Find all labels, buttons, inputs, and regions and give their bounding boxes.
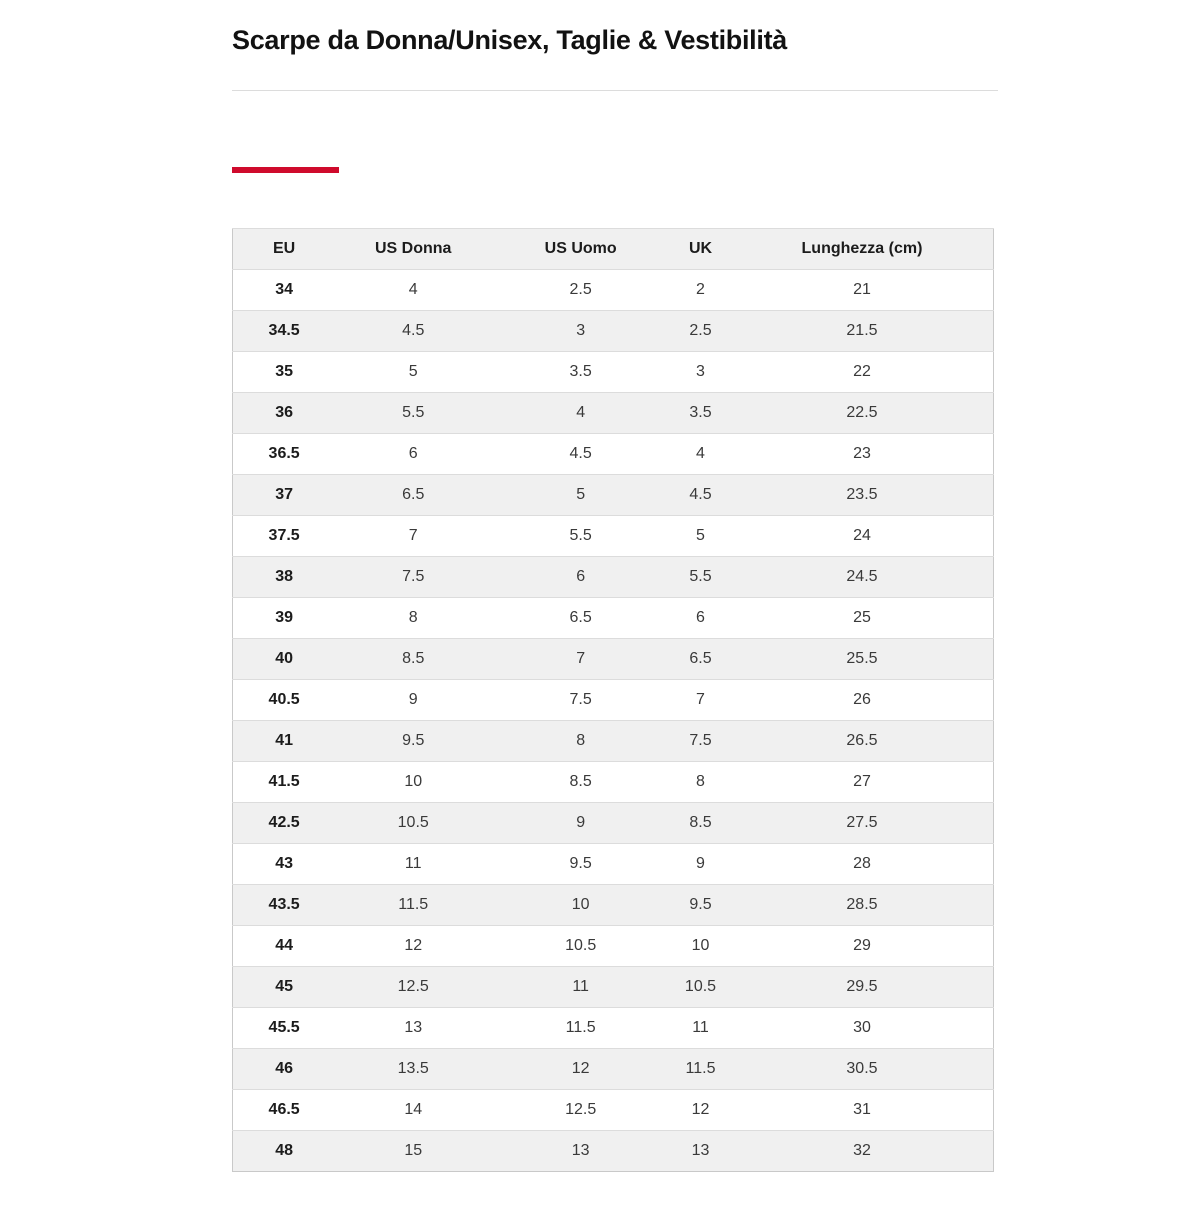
table-row: [233, 926, 994, 967]
size-cell: 24.5: [731, 557, 994, 598]
column-header-us-donna: US Donna: [335, 229, 491, 270]
size-cell: 5: [335, 352, 491, 393]
size-cell: 11: [670, 1008, 731, 1049]
size-cell: 25.5: [731, 639, 994, 680]
eu-size-cell: 37: [233, 475, 336, 516]
size-cell: 7: [491, 639, 670, 680]
size-cell: 9: [670, 844, 731, 885]
table-row: [233, 885, 994, 926]
size-cell: 21.5: [731, 311, 994, 352]
size-cell: 4: [335, 270, 491, 311]
size-cell: 5: [670, 516, 731, 557]
size-cell: 6.5: [335, 475, 491, 516]
eu-size-cell: 41.5: [233, 762, 336, 803]
size-cell: 10.5: [335, 803, 491, 844]
column-header-uk: UK: [670, 229, 731, 270]
size-cell: 2.5: [670, 311, 731, 352]
table-row: [233, 721, 994, 762]
eu-size-cell: 34: [233, 270, 336, 311]
table-row: [233, 762, 994, 803]
size-cell: 11: [335, 844, 491, 885]
table-row: [233, 557, 994, 598]
size-cell: 28: [731, 844, 994, 885]
size-cell: 3.5: [670, 393, 731, 434]
size-cell: 23.5: [731, 475, 994, 516]
size-cell: 13: [670, 1131, 731, 1172]
size-cell: 8: [670, 762, 731, 803]
eu-size-cell: 43: [233, 844, 336, 885]
table-row: [233, 475, 994, 516]
eu-size-cell: 43.5: [233, 885, 336, 926]
size-cell: 3: [670, 352, 731, 393]
size-cell: 4: [491, 393, 670, 434]
size-cell: 22.5: [731, 393, 994, 434]
size-cell: 9.5: [335, 721, 491, 762]
size-cell: 6: [335, 434, 491, 475]
eu-size-cell: 40: [233, 639, 336, 680]
size-cell: 11.5: [491, 1008, 670, 1049]
size-cell: 4.5: [491, 434, 670, 475]
size-cell: 9.5: [491, 844, 670, 885]
eu-size-cell: 35: [233, 352, 336, 393]
section-divider: [232, 90, 998, 91]
table-row: [233, 352, 994, 393]
size-cell: 2.5: [491, 270, 670, 311]
column-header-us-uomo: US Uomo: [491, 229, 670, 270]
table-row: [233, 680, 994, 721]
size-cell: 7.5: [335, 557, 491, 598]
eu-size-cell: 44: [233, 926, 336, 967]
size-cell: 5.5: [670, 557, 731, 598]
column-header-lunghezza: Lunghezza (cm): [731, 229, 994, 270]
table-row: [233, 1049, 994, 1090]
size-cell: 13.5: [335, 1049, 491, 1090]
table-row: [233, 967, 994, 1008]
size-cell: 30: [731, 1008, 994, 1049]
size-cell: 8: [491, 721, 670, 762]
size-cell: 11.5: [670, 1049, 731, 1090]
eu-size-cell: 46: [233, 1049, 336, 1090]
size-cell: 5.5: [491, 516, 670, 557]
size-cell: 7.5: [491, 680, 670, 721]
table-row: [233, 1008, 994, 1049]
size-cell: 23: [731, 434, 994, 475]
eu-size-cell: 39: [233, 598, 336, 639]
size-table-body: [233, 270, 994, 1172]
size-cell: 8.5: [491, 762, 670, 803]
size-cell: 29.5: [731, 967, 994, 1008]
size-cell: 7: [670, 680, 731, 721]
table-row: [233, 598, 994, 639]
page-title: Scarpe da Donna/Unisex, Taglie & Vestibilità: [232, 25, 787, 55]
column-header-eu: EU: [233, 229, 336, 270]
size-cell: 6: [670, 598, 731, 639]
size-cell: 4: [670, 434, 731, 475]
size-cell: 12.5: [335, 967, 491, 1008]
size-cell: 11.5: [335, 885, 491, 926]
header-row: [233, 229, 994, 270]
size-cell: 7: [335, 516, 491, 557]
size-cell: 12: [335, 926, 491, 967]
size-cell: 32: [731, 1131, 994, 1172]
accent-bar: [232, 167, 339, 173]
size-cell: 4.5: [335, 311, 491, 352]
size-cell: 9: [335, 680, 491, 721]
table-row: [233, 270, 994, 311]
size-guide-section: [232, 26, 998, 1172]
size-cell: 3: [491, 311, 670, 352]
eu-size-cell: 34.5: [233, 311, 336, 352]
size-cell: 2: [670, 270, 731, 311]
size-cell: 4.5: [670, 475, 731, 516]
size-cell: 8.5: [335, 639, 491, 680]
size-cell: 9: [491, 803, 670, 844]
size-cell: 28.5: [731, 885, 994, 926]
size-cell: 7.5: [670, 721, 731, 762]
eu-size-cell: 40.5: [233, 680, 336, 721]
size-cell: 10.5: [491, 926, 670, 967]
size-cell: 6.5: [491, 598, 670, 639]
size-cell: 10: [670, 926, 731, 967]
size-cell: 11: [491, 967, 670, 1008]
eu-size-cell: 36: [233, 393, 336, 434]
size-cell: 30.5: [731, 1049, 994, 1090]
size-cell: 3.5: [491, 352, 670, 393]
table-row: [233, 844, 994, 885]
size-cell: 27: [731, 762, 994, 803]
size-cell: 12: [670, 1090, 731, 1131]
table-row: [233, 311, 994, 352]
size-cell: 15: [335, 1131, 491, 1172]
size-cell: 12: [491, 1049, 670, 1090]
eu-size-cell: 38: [233, 557, 336, 598]
eu-size-cell: 46.5: [233, 1090, 336, 1131]
eu-size-cell: 45.5: [233, 1008, 336, 1049]
size-cell: 10.5: [670, 967, 731, 1008]
size-cell: 5: [491, 475, 670, 516]
size-cell: 21: [731, 270, 994, 311]
table-row: [233, 1131, 994, 1172]
table-row: [233, 639, 994, 680]
eu-size-cell: 48: [233, 1131, 336, 1172]
size-cell: 25: [731, 598, 994, 639]
size-cell: 8.5: [670, 803, 731, 844]
size-cell: 5.5: [335, 393, 491, 434]
eu-size-cell: 37.5: [233, 516, 336, 557]
table-row: [233, 1090, 994, 1131]
size-cell: 8: [335, 598, 491, 639]
size-cell: 10: [335, 762, 491, 803]
size-cell: 31: [731, 1090, 994, 1131]
size-cell: 26: [731, 680, 994, 721]
size-cell: 13: [335, 1008, 491, 1049]
eu-size-cell: 41: [233, 721, 336, 762]
size-cell: 6: [491, 557, 670, 598]
size-cell: 26.5: [731, 721, 994, 762]
table-row: [233, 434, 994, 475]
size-cell: 9.5: [670, 885, 731, 926]
size-cell: 6.5: [670, 639, 731, 680]
eu-size-cell: 42.5: [233, 803, 336, 844]
size-cell: 13: [491, 1131, 670, 1172]
size-cell: 14: [335, 1090, 491, 1131]
size-cell: 24: [731, 516, 994, 557]
table-row: [233, 516, 994, 557]
eu-size-cell: 45: [233, 967, 336, 1008]
size-cell: 22: [731, 352, 994, 393]
eu-size-cell: 36.5: [233, 434, 336, 475]
table-row: [233, 803, 994, 844]
size-cell: 12.5: [491, 1090, 670, 1131]
size-cell: 10: [491, 885, 670, 926]
size-chart-table: [232, 228, 994, 1172]
size-cell: 29: [731, 926, 994, 967]
size-table-header: [233, 229, 994, 270]
size-cell: 27.5: [731, 803, 994, 844]
table-row: [233, 393, 994, 434]
